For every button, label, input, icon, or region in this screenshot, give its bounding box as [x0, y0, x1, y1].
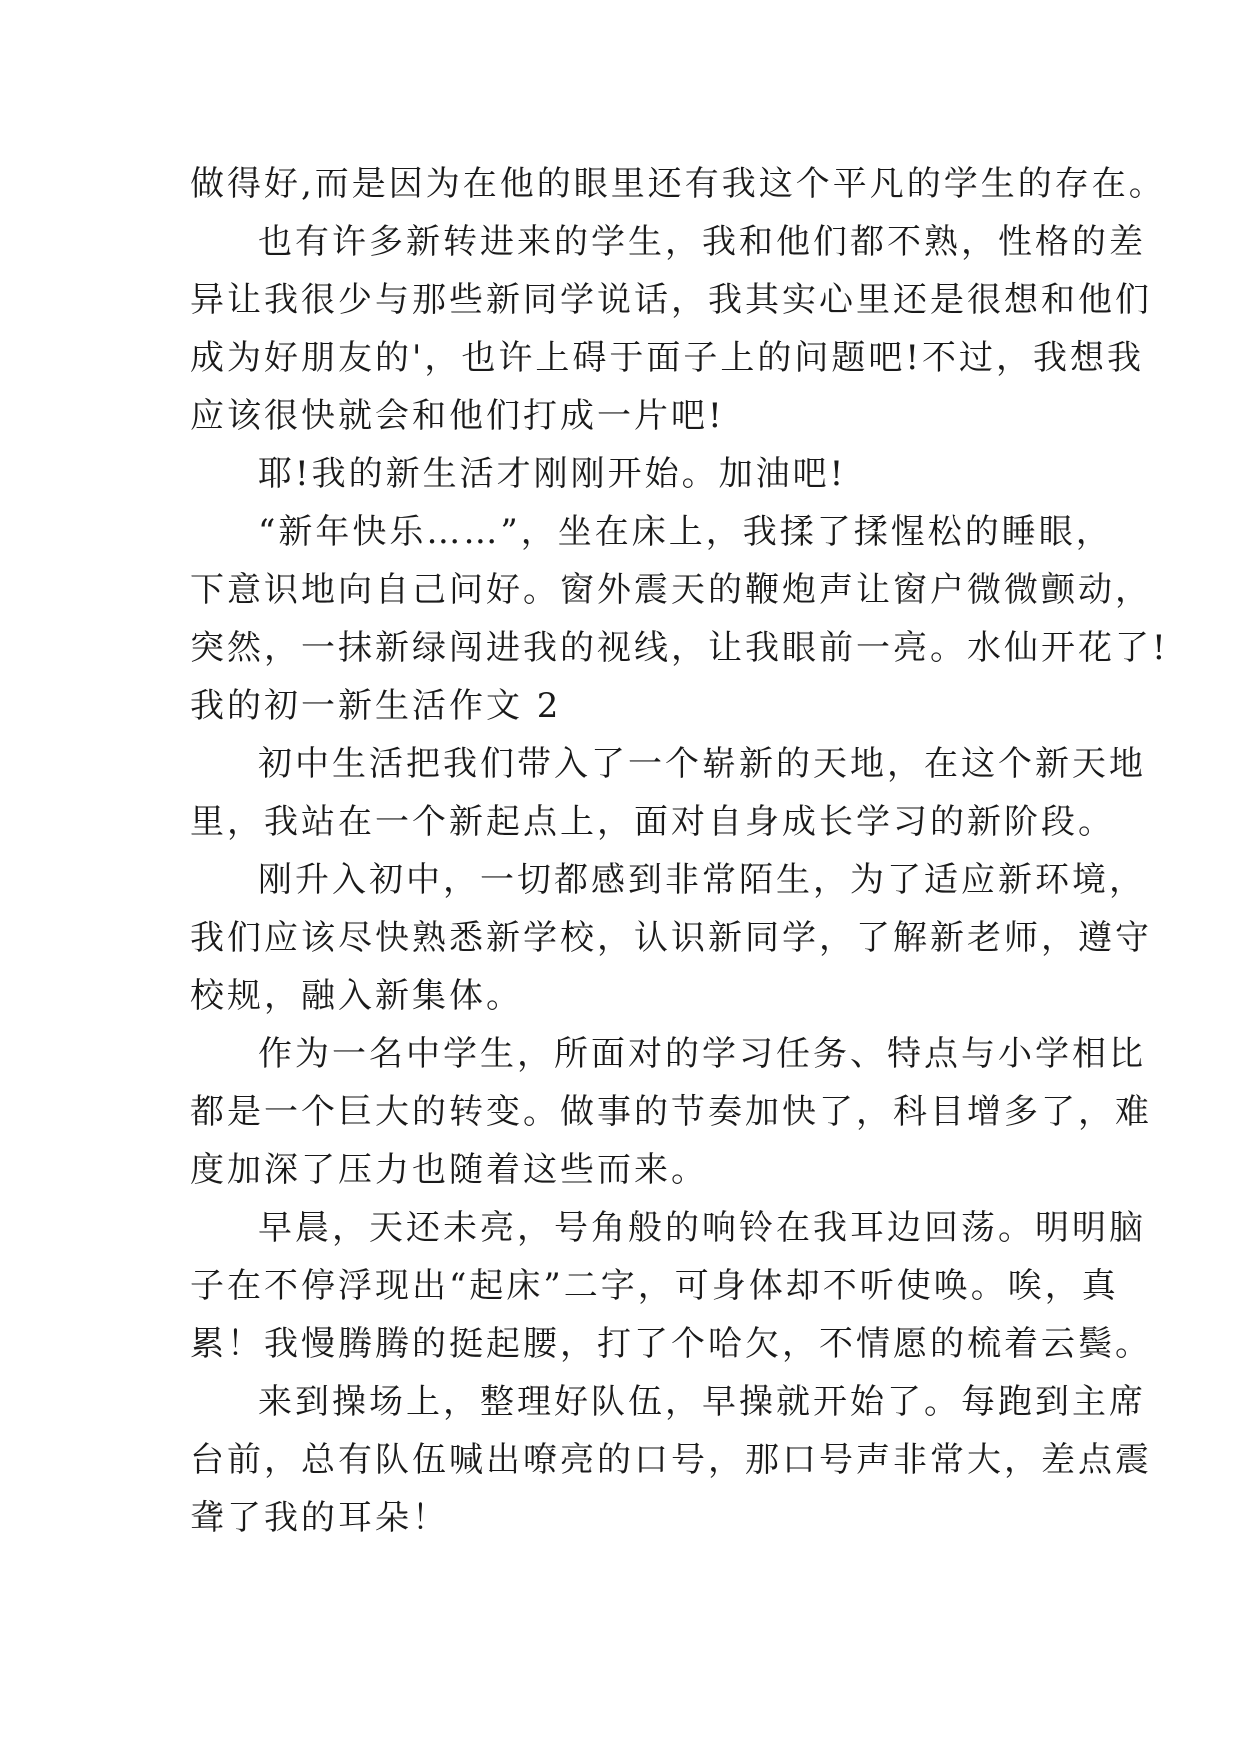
text-line: 早晨，天还未亮，号角般的响铃在我耳边回荡。明明脑 [258, 1208, 1146, 1248]
text-line: 校规，融入新集体。 [190, 976, 523, 1016]
text-line: 刚升入初中，一切都感到非常陌生，为了适应新环境， [258, 860, 1146, 900]
text-line: 作为一名中学生，所面对的学习任务、特点与小学相比 [258, 1034, 1146, 1074]
text-line: 也有许多新转进来的学生，我和他们都不熟，性格的差 [258, 222, 1146, 262]
text-line: 里，我站在一个新起点上，面对自身成长学习的新阶段。 [190, 802, 1115, 842]
text-line: 做得好,而是因为在他的眼里还有我这个平凡的学生的存在。 [190, 164, 1166, 204]
text-line: 应该很快就会和他们打成一片吧! [190, 396, 725, 436]
text-line: 聋了我的耳朵！ [190, 1498, 449, 1538]
text-line: 来到操场上，整理好队伍，早操就开始了。每跑到主席 [258, 1382, 1146, 1422]
body-text [190, 155, 1169, 1547]
text-line: 成为好朋友的'，也许上碍于面子上的问题吧!不过，我想我 [190, 338, 1145, 378]
text-line: 初中生活把我们带入了一个崭新的天地，在这个新天地 [258, 744, 1146, 784]
text-line: 耶!我的新生活才刚刚开始。加油吧! [258, 454, 847, 494]
text-line: 突然，一抹新绿闯进我的视线，让我眼前一亮。水仙开花了! [190, 628, 1169, 668]
text-line: “新年快乐……”，坐在床上，我揉了揉惺松的睡眼， [258, 512, 1113, 552]
text-line: 我们应该尽快熟悉新学校，认识新同学，了解新老师，遵守 [190, 918, 1152, 958]
text-line: 度加深了压力也随着这些而来。 [190, 1150, 708, 1190]
text-line: 都是一个巨大的转变。做事的节奏加快了，科目增多了，难 [190, 1092, 1152, 1132]
text-line: 累！我慢腾腾的挺起腰，打了个哈欠，不情愿的梳着云鬓。 [190, 1324, 1152, 1364]
text-line: 台前，总有队伍喊出嘹亮的口号，那口号声非常大，差点震 [190, 1440, 1152, 1480]
text-line: 异让我很少与那些新同学说话，我其实心里还是很想和他们 [190, 280, 1152, 320]
section-heading: 我的初一新生活作文 2 [190, 686, 562, 726]
text-line: 子在不停浮现出“起床”二字，可身体却不听使唤。唉，真 [190, 1266, 1119, 1306]
text-line: 下意识地向自己问好。窗外震天的鞭炮声让窗户微微颤动， [190, 570, 1152, 610]
